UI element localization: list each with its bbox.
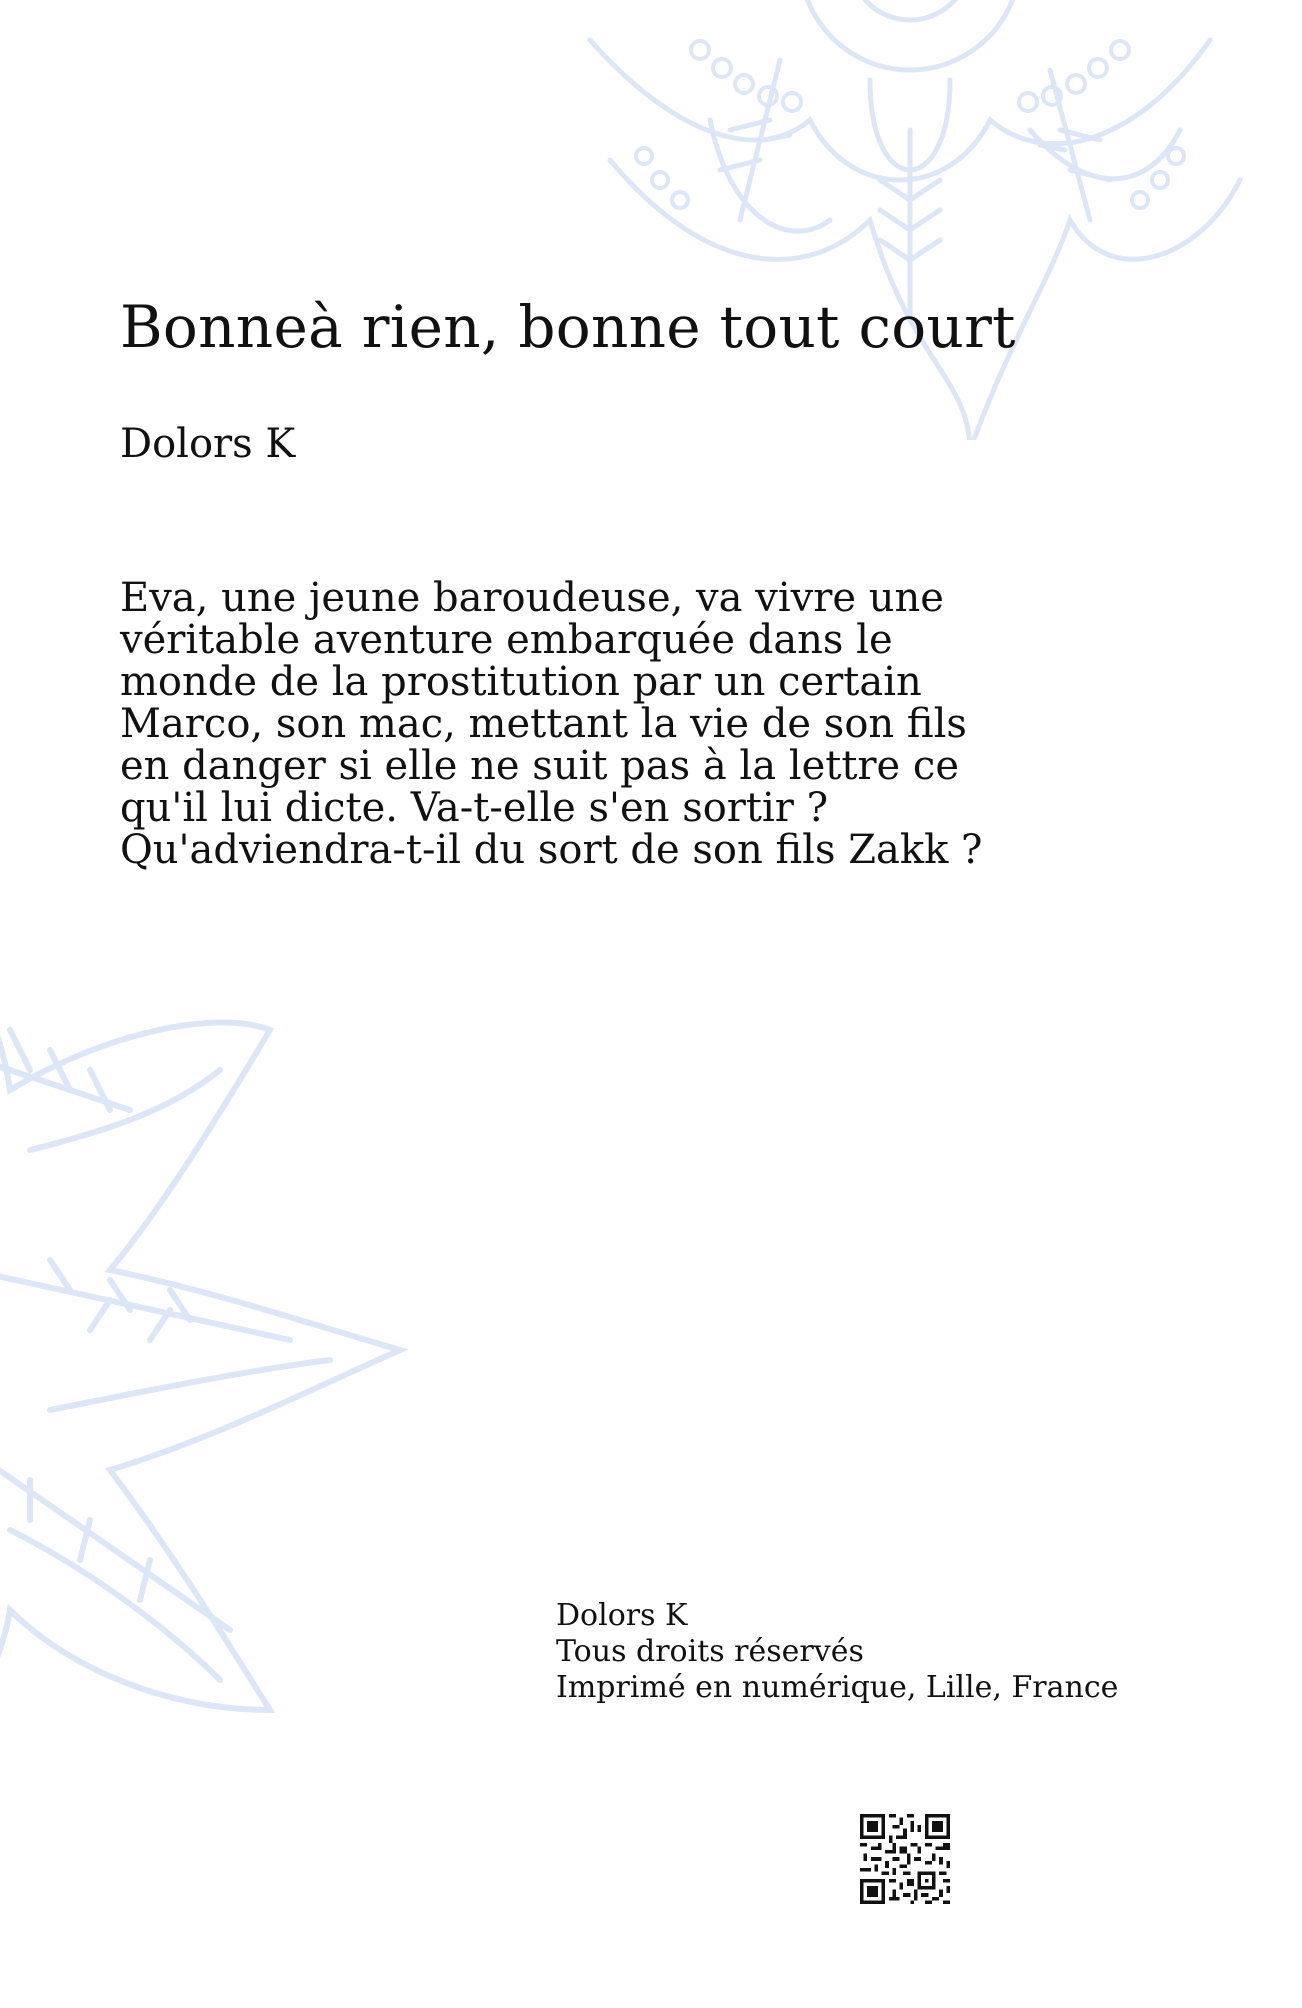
colophon-rights: Tous droits réservés <box>556 1634 864 1669</box>
mandala-ornament-top <box>560 0 1260 440</box>
book-title: Bonneà rien, bonne tout court <box>120 293 1016 361</box>
book-author: Dolors K <box>120 421 296 467</box>
colophon-author: Dolors K <box>556 1598 688 1633</box>
mandala-ornament-left <box>0 700 500 1960</box>
qr-code-icon <box>860 1814 950 1904</box>
colophon-printing: Imprimé en numérique, Lille, France <box>556 1670 1119 1705</box>
book-synopsis: Eva, une jeune baroudeuse, va vivre une véritable aventure embarquée dans le monde de la prostitution par un certain Marco, son mac, mettant la vie de son fils en danger si elle ne suit pas à la lettre ce qu'il lui dicte. Va-t-elle s'en sortir ? Qu'adviendra-t-il du sort de son fils Zakk ? <box>120 575 983 873</box>
colophon <box>556 1598 1118 1706</box>
